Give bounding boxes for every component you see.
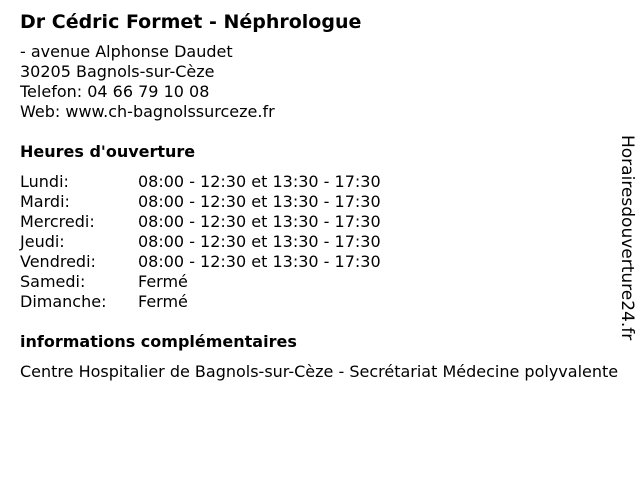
street-address: - avenue Alphonse Daudet xyxy=(20,42,233,61)
hours-row-mardi xyxy=(20,192,630,212)
time-slot: 08:00 - 12:30 et 13:30 - 17:30 xyxy=(138,212,381,231)
page-title: Dr Cédric Formet - Néphrologue xyxy=(20,11,362,33)
time-slot: Fermé xyxy=(138,292,188,311)
day-label: Lundi: xyxy=(20,172,69,191)
additional-info-text: Centre Hospitalier de Bagnols-sur-Cèze - Secrétariat Médecine polyvalente xyxy=(20,362,619,381)
opening-hours-heading: Heures d'ouverture xyxy=(20,142,196,161)
opening-hours-table xyxy=(20,172,630,312)
hours-row-samedi xyxy=(20,272,630,292)
day-label: Dimanche: xyxy=(20,292,107,311)
day-label: Jeudi: xyxy=(20,232,65,251)
time-slot: 08:00 - 12:30 et 13:30 - 17:30 xyxy=(138,252,381,271)
time-slot: 08:00 - 12:30 et 13:30 - 17:30 xyxy=(138,232,381,251)
site-watermark: Horairesdouverture24.fr xyxy=(617,135,637,341)
hours-row-dimanche xyxy=(20,292,630,312)
additional-info-heading: informations complémentaires xyxy=(20,332,297,351)
address-block xyxy=(20,42,630,122)
day-label: Mardi: xyxy=(20,192,70,211)
city-postcode: 30205 Bagnols-sur-Cèze xyxy=(20,62,215,81)
day-label: Samedi: xyxy=(20,272,86,291)
hours-row-vendredi xyxy=(20,252,630,272)
hours-row-jeudi xyxy=(20,232,630,252)
time-slot: 08:00 - 12:30 et 13:30 - 17:30 xyxy=(138,192,381,211)
hours-row-lundi xyxy=(20,172,630,192)
website-link[interactable]: Web: www.ch-bagnolssurceze.fr xyxy=(20,102,275,121)
day-label: Mercredi: xyxy=(20,212,95,231)
hours-row-mercredi xyxy=(20,212,630,232)
time-slot: 08:00 - 12:30 et 13:30 - 17:30 xyxy=(138,172,381,191)
day-label: Vendredi: xyxy=(20,252,96,271)
phone-number: Telefon: 04 66 79 10 08 xyxy=(20,82,210,101)
practice-card xyxy=(20,10,630,382)
time-slot: Fermé xyxy=(138,272,188,291)
